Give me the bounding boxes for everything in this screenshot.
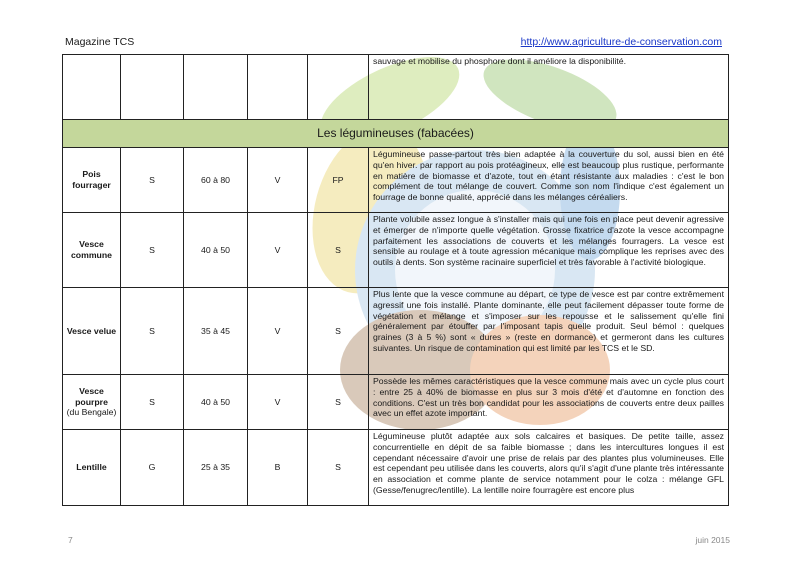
usage-code: FP (308, 148, 369, 213)
plant-description: Légumineuse passe-partout très bien adaptée à la couverture du sol, aussi bien en été qu'en hiver. par rapport au pois protéagineux, elle est beaucoup plus rustique, performante en matière de biomasse et d'azote, tout en étant résistante aux maladies : c'est le bon complément de tout mélange de couvert. Comme son nom l'indique c'est également un fourrage de bonne qualité, apprécié dans les mélanges céréaliers. (369, 148, 729, 213)
plant-name: Vesce commune (63, 213, 121, 288)
usage-code: S (308, 213, 369, 288)
plant-name: Pois fourrager (63, 148, 121, 213)
plant-name: Vesce velue (63, 288, 121, 375)
category-code: V (248, 288, 308, 375)
table-row (63, 430, 729, 506)
magazine-title: Magazine TCS (65, 36, 135, 48)
usage-code: S (308, 288, 369, 375)
sowing-type: S (121, 148, 184, 213)
sowing-type: S (121, 288, 184, 375)
table-row (63, 288, 729, 375)
category-code: B (248, 430, 308, 506)
table-row (63, 375, 729, 430)
seeding-rate: 40 à 50 (184, 213, 248, 288)
sowing-type: S (121, 375, 184, 430)
carryover-desc: sauvage et mobilise du phosphore dont il améliore la disponibilité. (369, 55, 729, 120)
seeding-rate: 40 à 50 (184, 375, 248, 430)
seeding-rate: 60 à 80 (184, 148, 248, 213)
sowing-type: S (121, 213, 184, 288)
usage-code: S (308, 430, 369, 506)
seeding-rate: 35 à 45 (184, 288, 248, 375)
issue-date: juin 2015 (695, 535, 730, 545)
legume-table (62, 54, 729, 506)
table-row (63, 213, 729, 288)
plant-subname: (du Bengale) (66, 407, 117, 418)
plant-description: Plante volubile assez longue à s'installer mais qui une fois en place peut devenir agressive et émerger de n'importe quelle végétation. Grosse fixatrice d'azote la vesce accompagne parfaitement les associations de couverts et les mélanges fourragers. La vesce est sensible au roulage et à toute agression mécanique mais complique les reprises avec des outils à dents. Son système racinaire superficiel et très favorable à l'activité biologique. (369, 213, 729, 288)
category-code: V (248, 375, 308, 430)
section-title: Les légumineuses (fabacées) (63, 120, 729, 148)
carryover-row (63, 55, 729, 120)
seeding-rate: 25 à 35 (184, 430, 248, 506)
section-header-row (63, 120, 729, 148)
plant-name: Vesce pourpre (du Bengale) (63, 375, 121, 430)
plant-description: Possède les mêmes caractéristiques que la vesce commune mais avec un cycle plus court : entre 25 à 40% de biomasse en plus sur 3 mois d'été et d'automne en fonction des conditions. C'est un très bon candidat pour les associations de couverts entre deux pailles avec un effet azote important. (369, 375, 729, 430)
page-header (55, 36, 730, 50)
sowing-type: G (121, 430, 184, 506)
usage-code: S (308, 375, 369, 430)
category-code: V (248, 213, 308, 288)
site-link[interactable]: http://www.agriculture-de-conservation.com (520, 36, 722, 48)
plant-description: Plus lente que la vesce commune au départ, ce type de vesce est par contre extrêmement agressif une fois installé. Plante dominante, elle peut facilement dépasser toute forme de végétation et mélange et s'imposer sur les repousse et le salissement qu'elle fini généralement par étouffer par l'imposant tapis quelle produit. Seul bémol : quelques graines (3 à 5 %) sont « dures » (reste en dormance) et germeront dans les cultures suivantes. Un risque de contamination qui est limité par les TCS et le SD. (369, 288, 729, 375)
table-row (63, 148, 729, 213)
plant-name: Lentille (63, 430, 121, 506)
page-number: 7 (68, 535, 73, 545)
category-code: V (248, 148, 308, 213)
plant-description: Légumineuse plutôt adaptée aux sols calcaires et basiques. De petite taille, assez concurrentielle en dépit de sa faible biomasse ; dans les intercultures longues il est cependant nécessaire d'avoir une prise de relais par des plantes plus volumineuses. Elle est cependant peu utilisée dans les couverts, alors qu'il s'agit d'une plante très intéressante en association et comme plante de service notamment pour le colza : mélange GFL (Gesse/fenugrec/lentille). La lentille noire fourragère est encore plus (369, 430, 729, 506)
